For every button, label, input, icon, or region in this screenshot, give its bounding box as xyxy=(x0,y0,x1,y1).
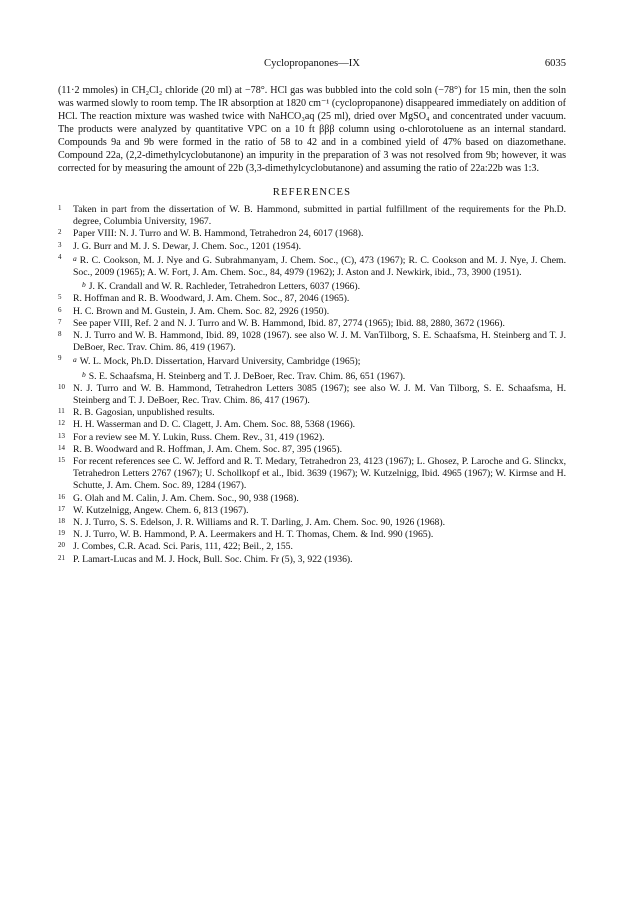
reference-number: 19 xyxy=(58,529,65,538)
reference-item xyxy=(58,554,566,566)
reference-number: 4 xyxy=(58,252,62,261)
reference-item xyxy=(58,407,566,419)
reference-entry xyxy=(73,204,566,228)
running-title: Cyclopropanones—IX xyxy=(264,58,360,69)
reference-text: N. J. Turro, W. B. Hammond, P. A. Leermakers and H. T. Thomas, Chem. & Ind. 990 (1965). xyxy=(73,529,434,541)
reference-entry xyxy=(73,517,566,529)
reference-number: 5 xyxy=(58,293,62,302)
reference-number: 1 xyxy=(58,204,62,212)
reference-text: R. C. Cookson, M. J. Nye and G. Subrahmanyam, J. Chem. Soc., (C), 473 (1967); R. C. Cookson and M. J. Nye, J. Chem. Soc., 2009 (1965); A. W. Fort, J. Am. Chem. Soc., 84, 4979 (1962); J. Aston and J. Newkirk, ibid., 73, 3900 (1951). xyxy=(73,254,566,279)
reference-number: 17 xyxy=(58,504,65,513)
reference-entry xyxy=(73,330,566,354)
reference-entry xyxy=(73,279,566,293)
reference-item xyxy=(58,493,566,505)
reference-entry xyxy=(73,306,566,318)
reference-text: W. Kutzelnigg, Angew. Chem. 6, 813 (1967). xyxy=(73,504,249,516)
reference-item xyxy=(58,228,566,240)
reference-sub-letter: b xyxy=(82,280,86,290)
reference-entry xyxy=(73,505,566,517)
reference-text: See paper VIII, Ref. 2 and N. J. Turro and W. B. Hammond, Ibid. 87, 2774 (1965); Ibid. 88, 2880, 3672 (1966). xyxy=(73,317,505,329)
reference-entry xyxy=(73,369,566,383)
reference-text: N. J. Turro, S. S. Edelson, J. R. Williams and R. T. Darling, J. Am. Chem. Soc. 90, 1926 (1968). xyxy=(73,517,446,529)
references-heading: REFERENCES xyxy=(272,187,352,198)
reference-entry xyxy=(73,228,566,240)
reference-item xyxy=(58,505,566,517)
reference-text: J. Combes, C.R. Acad. Sci. Paris, 111, 422; Beil., 2, 155. xyxy=(73,541,293,553)
reference-text: N. J. Turro and W. B. Hammond, Tetrahedron Letters 3085 (1967); see also W. J. M. Van Tilborg, S. E. Schaafsma, H. Steinberg and T. J. DeBoer, Rec. Trav. Chim. 86, 417 (1967). xyxy=(73,382,566,407)
experimental-paragraph: (11·2 mmoles) in CH₂Cl₂ chloride (20 ml) at −78°. HCl gas was bubbled into the cold soln (−78°) for 15 min, then the soln was warmed slowly to room temp. The IR absorption at 1820 cm⁻¹ (cyclopropanone) disappeared immediately on addition of HCl. The reaction mixture was washed twice with NaHCO₃aq (25 ml), dried over MgSO₄ and concentrated under vacuum. The products were analyzed by quantitative VPC on a 10 ft βββ column using o-chlorotoluene as an internal standard. Compounds 9a and 9b were formed in the ratio of 58 to 42 and in a combined yield of 47% based on diazomethane. Compound 22a, (2,2-dimethylcyclobutanone) an impurity in the preparation of 3 was not resolved from 9b; however, it was corrected for by measuring the amount of 22b (3,3-dimethylcyclobutanone) and assuming the ratio of 22a:22b was 1:3. xyxy=(58,85,566,174)
reference-entry xyxy=(73,354,566,368)
reference-item xyxy=(58,318,566,330)
reference-number: 18 xyxy=(58,517,65,526)
reference-number: 11 xyxy=(58,407,65,416)
reference-item xyxy=(58,306,566,318)
reference-number: 9 xyxy=(58,354,62,363)
reference-item xyxy=(58,241,566,253)
reference-item xyxy=(58,517,566,529)
reference-entry xyxy=(73,419,566,431)
reference-item xyxy=(58,419,566,431)
paper-page xyxy=(58,58,566,566)
reference-text: N. J. Turro and W. B. Hammond, Ibid. 89, 1028 (1967). see also W. J. M. VanTilborg, S. E. Schaafsma, H. Steinberg and T. J. DeBoer, Rec. Trav. Chim. 86, 419 (1967). xyxy=(73,330,566,354)
reference-entry xyxy=(73,493,566,505)
reference-entry xyxy=(73,456,566,493)
reference-text: For recent references see C. W. Jefford and R. T. Medary, Tetrahedron 23, 4123 (1967); L. Ghosez, P. Laroche and G. Slinckx, Tetrahedron Letters 2767 (1967); U. Schollkopf et al., Ibid. 3639 (1967); W. Kutzelnigg, Ibid. 4965 (1967); W. Kirmse and H. Schutte, J. Am. Chem. Soc. 89, 1284 (1967). xyxy=(73,456,566,492)
reference-number: 21 xyxy=(58,553,65,562)
reference-text: J. G. Burr and M. J. S. Dewar, J. Chem. Soc., 1201 (1954). xyxy=(73,240,302,252)
reference-entry xyxy=(73,293,566,305)
reference-text: For a review see M. Y. Lukin, Russ. Chem. Rev., 31, 419 (1962). xyxy=(73,431,325,443)
references-list xyxy=(58,204,566,566)
reference-text: R. B. Gagosian, unpublished results. xyxy=(73,407,215,419)
reference-item xyxy=(58,383,566,407)
reference-text: P. Lamart-Lucas and M. J. Hock, Bull. Soc. Chim. Fr (5), 3, 922 (1936). xyxy=(73,553,353,565)
reference-number: 6 xyxy=(58,305,62,314)
reference-text: R. B. Woodward and R. Hoffman, J. Am. Chem. Soc. 87, 395 (1965). xyxy=(73,443,343,455)
reference-number: 13 xyxy=(58,431,65,440)
reference-item xyxy=(58,541,566,553)
reference-sub-letter: a xyxy=(73,355,77,365)
reference-sub-letter: a xyxy=(73,253,77,263)
reference-item xyxy=(58,330,566,354)
reference-number: 15 xyxy=(58,456,65,465)
reference-number: 10 xyxy=(58,382,65,391)
reference-item xyxy=(58,456,566,493)
reference-number: 2 xyxy=(58,228,62,237)
reference-entry xyxy=(73,529,566,541)
reference-text: S. E. Schaafsma, H. Steinberg and T. J. DeBoer, Rec. Trav. Chim. 86, 651 (1967). xyxy=(88,370,406,382)
reference-entry xyxy=(73,541,566,553)
reference-entry xyxy=(73,432,566,444)
reference-entry xyxy=(73,444,566,456)
reference-entry xyxy=(73,241,566,253)
reference-number: 16 xyxy=(58,492,65,501)
reference-text: H. H. Wasserman and D. C. Clagett, J. Am. Chem. Soc. 88, 5368 (1966). xyxy=(73,419,356,431)
reference-entry xyxy=(73,554,566,566)
reference-text: W. L. Mock, Ph.D. Dissertation, Harvard University, Cambridge (1965); xyxy=(79,356,361,368)
running-header xyxy=(58,58,566,72)
reference-sub-letter: b xyxy=(82,369,86,379)
reference-number: 3 xyxy=(58,240,62,249)
reference-text: J. K. Crandall and W. R. Rachleder, Tetrahedron Letters, 6037 (1966). xyxy=(88,281,361,293)
reference-entry xyxy=(73,383,566,407)
reference-number: 20 xyxy=(58,541,65,550)
reference-entry xyxy=(73,407,566,419)
reference-text: H. C. Brown and M. Gustein, J. Am. Chem. Soc. 82, 2926 (1950). xyxy=(73,305,330,317)
reference-number: 8 xyxy=(58,330,62,339)
reference-text: Paper VIII: N. J. Turro and W. B. Hammond, Tetrahedron 24, 6017 (1968). xyxy=(73,228,364,240)
page-number: 6035 xyxy=(544,58,566,69)
reference-number: 14 xyxy=(58,443,65,452)
reference-entry xyxy=(73,253,566,279)
reference-item xyxy=(58,354,566,382)
reference-item xyxy=(58,529,566,541)
reference-item xyxy=(58,432,566,444)
reference-item xyxy=(58,293,566,305)
reference-item xyxy=(58,253,566,294)
reference-text: R. Hoffman and R. B. Woodward, J. Am. Chem. Soc., 87, 2046 (1965). xyxy=(73,293,350,305)
reference-item xyxy=(58,204,566,228)
reference-text: G. Olah and M. Calin, J. Am. Chem. Soc., 90, 938 (1968). xyxy=(73,492,299,504)
reference-text: Taken in part from the dissertation of W. B. Hammond, submitted in partial fulfillment of the requirements for the Ph.D. degree, Columbia University, 1967. xyxy=(73,204,566,228)
reference-entry xyxy=(73,318,566,330)
reference-number: 7 xyxy=(58,317,62,326)
reference-item xyxy=(58,444,566,456)
reference-number: 12 xyxy=(58,419,65,428)
